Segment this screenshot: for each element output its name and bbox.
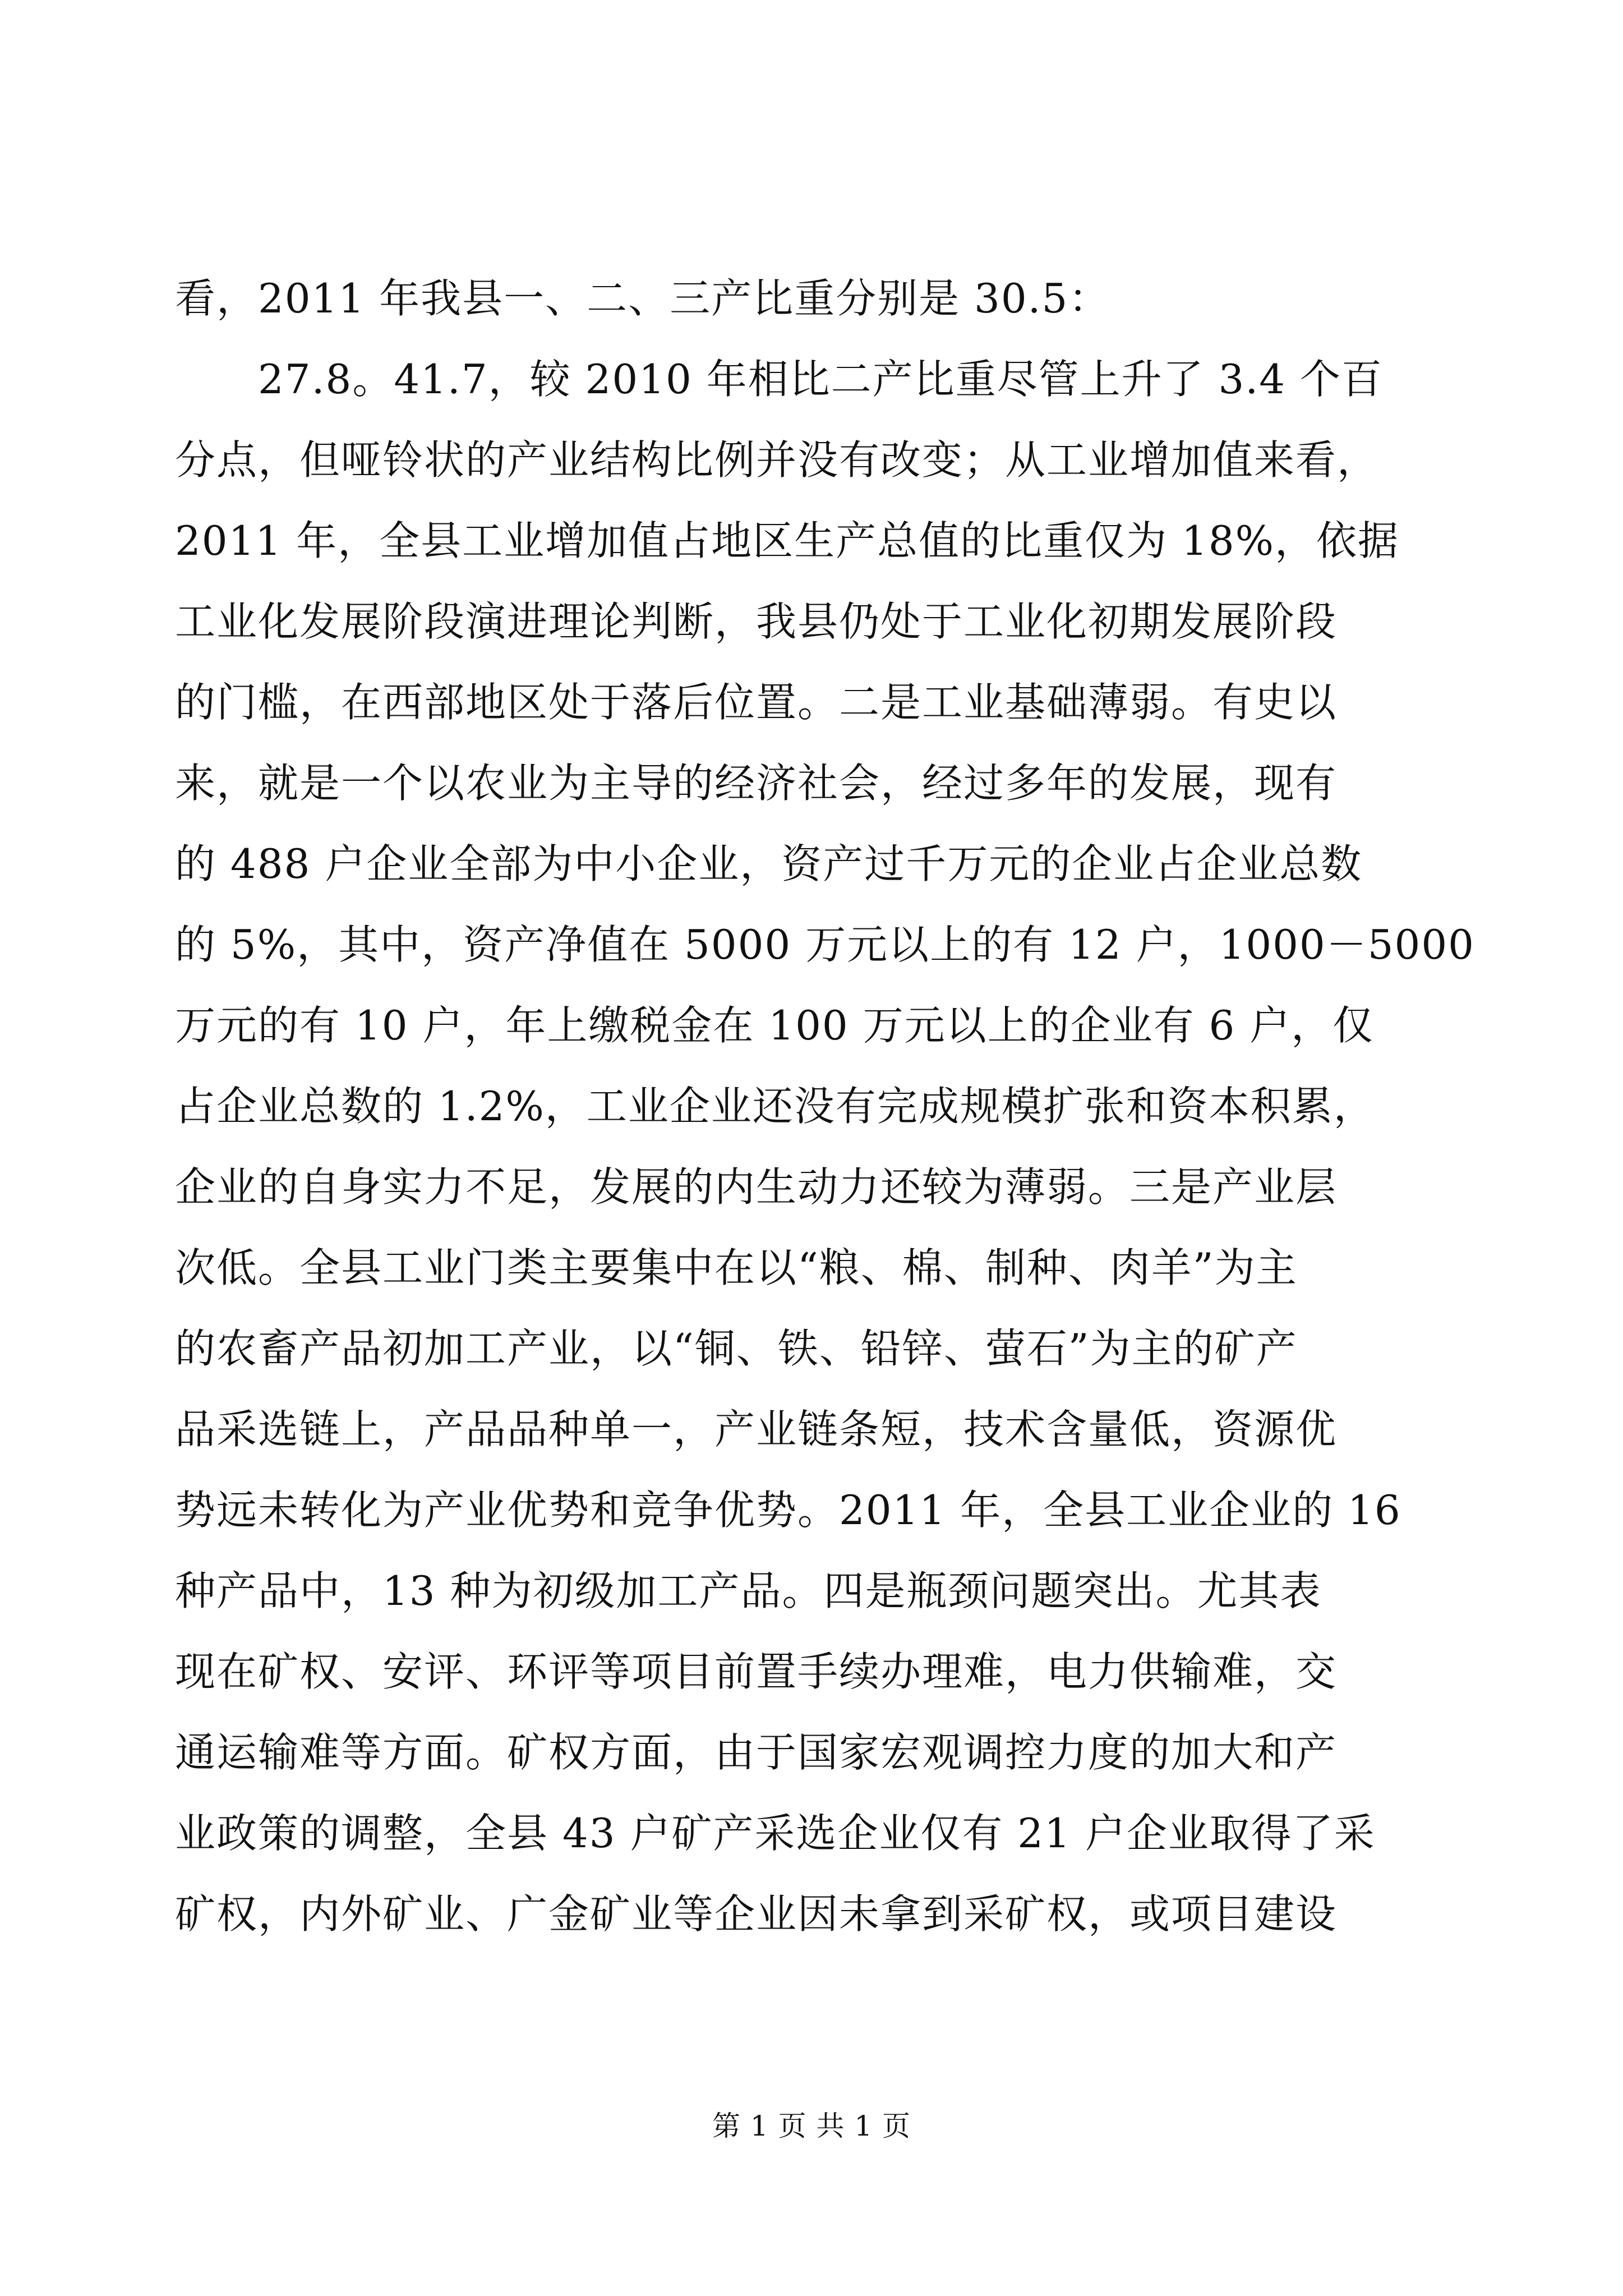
text-line: 的 488 户企业全部为中小企业，资产过千万元的企业占企业总数 bbox=[175, 840, 1363, 887]
text-line: 27.8。41.7，较 2010 年相比二产比重尽管上升了 3.4 个百 bbox=[258, 356, 1383, 403]
text-line: 占企业总数的 1.2%，工业企业还没有完成规模扩张和资本积累， bbox=[175, 1083, 1375, 1130]
text-line: 品采选链上，产品品种单一，产业链条短，技术含量低，资源优 bbox=[175, 1406, 1338, 1453]
text-line: 现在矿权、安评、环评等项目前置手续办理难，电力供输难，交 bbox=[175, 1648, 1338, 1695]
text-line: 的农畜产品初加工产业，以“铜、铁、铅锌、萤石”为主的矿产 bbox=[175, 1325, 1298, 1372]
text-line: 种产品中，13 种为初级加工产品。四是瓶颈问题突出。尤其表 bbox=[175, 1567, 1322, 1614]
text-line: 分点，但哑铃状的产业结构比例并没有改变；从工业增加值来看， bbox=[175, 436, 1379, 484]
text-line: 的门槛，在西部地区处于落后位置。二是工业基础薄弱。有史以 bbox=[175, 679, 1338, 726]
page-footer bbox=[0, 2106, 1623, 2146]
text-line: 2011 年，全县工业增加值占地区生产总值的比重仅为 18%，依据 bbox=[175, 517, 1400, 564]
text-line: 通运输难等方面。矿权方面，由于国家宏观调控力度的加大和产 bbox=[175, 1729, 1338, 1776]
text-line: 势远未转化为产业优势和竞争优势。2011 年，全县工业企业的 16 bbox=[175, 1487, 1401, 1534]
text-line: 的 5%，其中，资产净值在 5000 万元以上的有 12 户，1000－5000 bbox=[175, 921, 1475, 968]
text-line: 业政策的调整，全县 43 户矿产采选企业仅有 21 户企业取得了采 bbox=[175, 1810, 1376, 1857]
text-line: 看，2011 年我县一、二、三产比重分别是 30.5： bbox=[175, 275, 1110, 322]
page-number-label: 第 1 页 共 1 页 bbox=[712, 2110, 911, 2142]
text-line: 工业化发展阶段演进理论判断，我县仍处于工业化初期发展阶段 bbox=[175, 598, 1338, 645]
text-line: 企业的自身实力不足，发展的内生动力还较为薄弱。三是产业层 bbox=[175, 1163, 1338, 1211]
text-line: 矿权，内外矿业、广金矿业等企业因未拿到采矿权，或项目建设 bbox=[175, 1890, 1338, 1938]
text-line: 来，就是一个以农业为主导的经济社会，经过多年的发展，现有 bbox=[175, 760, 1338, 807]
text-line: 万元的有 10 户，年上缴税金在 100 万元以上的企业有 6 户，仅 bbox=[175, 1002, 1375, 1049]
text-line: 次低。全县工业门类主要集中在以“粮、棉、制种、肉羊”为主 bbox=[175, 1244, 1298, 1291]
